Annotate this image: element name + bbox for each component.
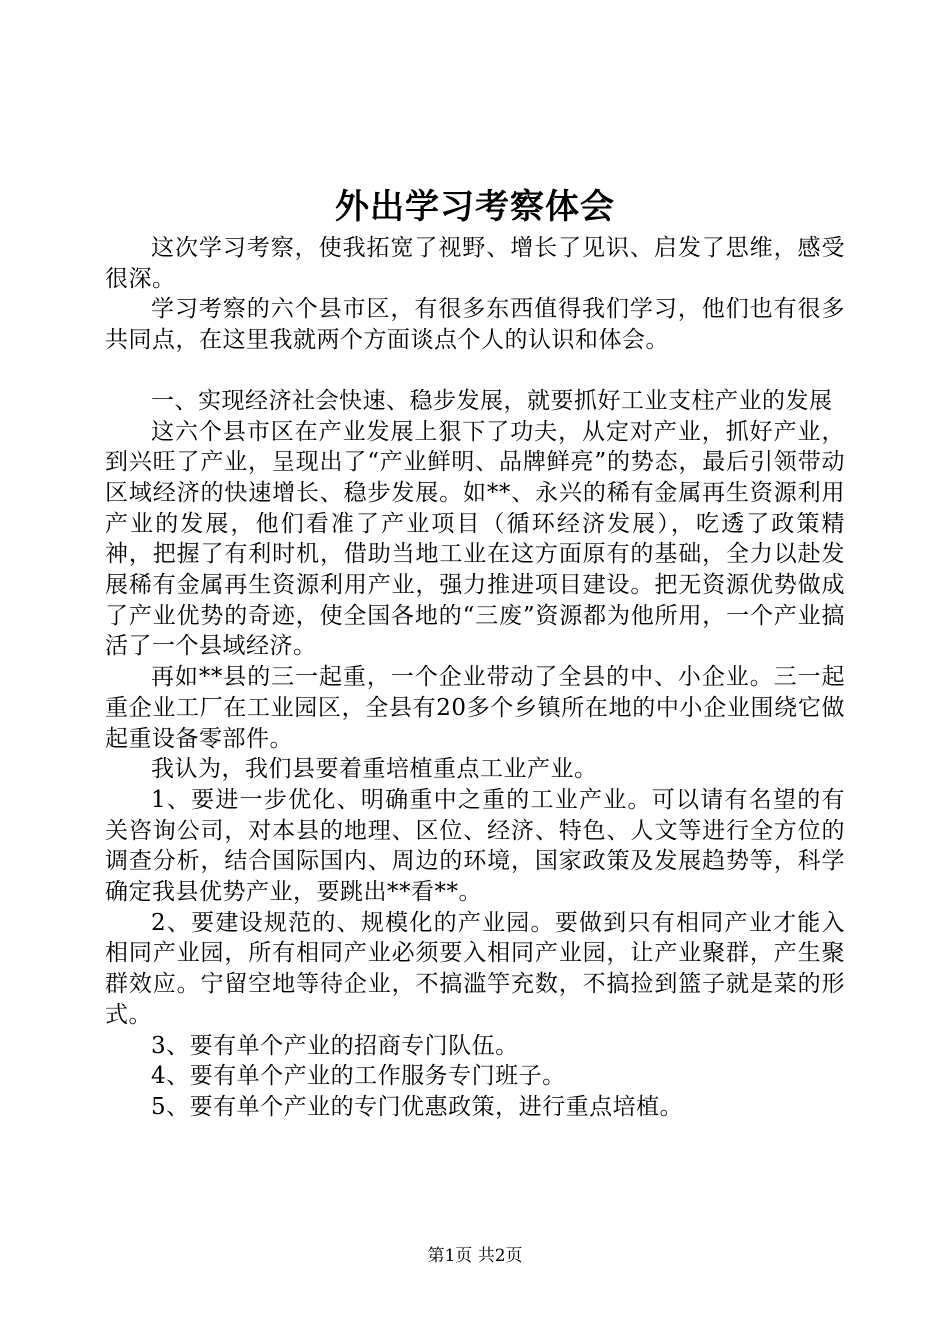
paragraph: 这次学习考察，使我拓宽了视野、增长了见识、启发了思维，感受很深。 [105,235,845,292]
document-body [105,233,845,1123]
document-title: 外出学习考察体会 [335,187,615,227]
section-heading: 一、实现经济社会快速、稳步发展，就要抓好工业支柱产业的发展 [151,387,833,414]
list-item: 4、要有单个产业的工作服务专门班子。 [151,1063,566,1090]
paragraph: 这六个县市区在产业发展上狠下了功夫，从定对产业，抓好产业，到兴旺了产业，呈现出了“产业鲜明、品牌鲜亮”的势态，最后引领带动区域经济的快速增长、稳步发展。如**、永兴的稀有金属再生资源利用产业的发展，他们看准了产业项目（循环经济发展），吃透了政策精神，把握了有利时机，借助当地工业在这方面原有的基础，全力以赴发展稀有金属再生资源利用产业，强力推进项目建设。把无资源优势做成了产业优势的奇迹，使全国各地的“三废”资源都为他所用，一个产业搞活了一个县域经济。 [105,418,845,660]
list-item: 2、要建设规范的、规模化的产业园。要做到只有相同产业才能入相同产业园，所有相同产业必须要入相同产业园，让产业聚群，产生聚群效应。宁留空地等待企业，不搞滥竽充数，不搞捡到篮子就是菜的形式。 [105,909,845,1028]
list-item: 3、要有单个产业的招商专门队伍。 [151,1032,519,1059]
page-footer: 第1页 共2页 [427,1246,523,1266]
paragraph: 学习考察的六个县市区，有很多东西值得我们学习，他们也有很多共同点，在这里我就两个方面谈点个人的认识和体会。 [105,296,845,354]
paragraph: 我认为，我们县要着重培植重点工业产业。 [151,756,598,783]
list-item: 1、要进一步优化、明确重中之重的工业产业。可以请有名望的有关咨询公司，对本县的地理、区位、经济、特色、人文等进行全方位的调查分析，结合国际国内、周边的环境，国家政策及发展趋势等，科学确定我县优势产业，要跳出**看**。 [105,786,845,906]
list-item: 5、要有单个产业的专门优惠政策，进行重点培植。 [151,1093,684,1120]
paragraph: 再如**县的三一起重，一个企业带动了全县的中、小企业。三一起重企业工厂在工业园区，全县有20多个乡镇所在地的中小企业围绕它做起重设备零部件。 [105,664,845,752]
